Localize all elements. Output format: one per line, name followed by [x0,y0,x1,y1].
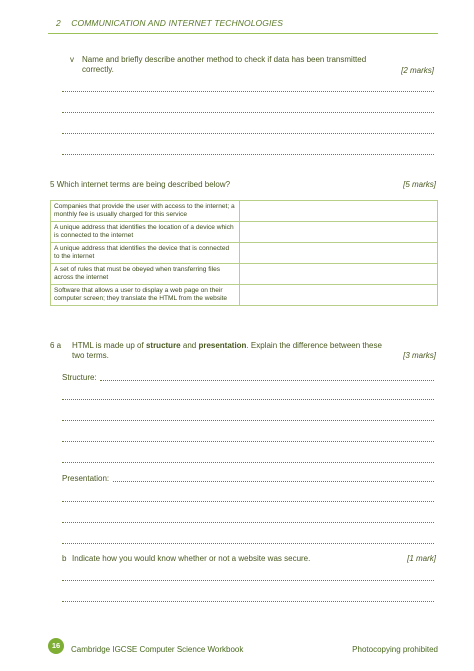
q4v-question [82,55,402,75]
q6b-answer-line-1[interactable] [62,580,434,581]
q4v-text-line2: correctly. [82,65,114,74]
q6b-marks: [1 mark] [407,554,436,563]
structure-answer-line-5[interactable] [62,462,434,463]
chapter-title: COMMUNICATION AND INTERNET TECHNOLOGIES [71,18,283,28]
q6a-text-pre: HTML is made up of [72,341,146,350]
term-answer-cell[interactable] [239,201,437,222]
q4v-answer-line-2[interactable] [62,112,434,113]
q6a-term-presentation: presentation [198,341,247,350]
book-title: Cambridge IGCSE Computer Science Workbook [71,645,244,654]
q6b-label: b [62,554,67,563]
q6a-marks: [3 marks] [403,351,436,360]
q6a-text-and: and [180,341,199,350]
term-description: Companies that provide the user with access to the internet; a monthly fee is usually charged for this service [51,201,240,222]
presentation-answer-line-2[interactable] [62,501,434,502]
term-answer-cell[interactable] [239,222,437,243]
q5-text: Which internet terms are being described below? [56,180,231,189]
term-answer-cell[interactable] [239,285,437,306]
structure-label: Structure: [62,373,97,382]
presentation-answer-line-4[interactable] [62,543,434,544]
structure-answer-line-2[interactable] [62,399,434,400]
header-rule [48,33,438,34]
terms-table [50,200,438,306]
q6b-answer-line-2[interactable] [62,601,434,602]
presentation-answer-line-1[interactable] [113,481,434,482]
q6a-question [72,341,402,361]
term-answer-cell[interactable] [239,264,437,285]
term-description: A set of rules that must be obeyed when transferring files across the internet [51,264,240,285]
table-row [51,264,438,285]
q4v-label: v [70,55,74,64]
q4v-answer-line-1[interactable] [62,91,434,92]
q4v-answer-line-3[interactable] [62,133,434,134]
table-row [51,201,438,222]
q6b-text: Indicate how you would know whether or not a website was secure. [72,554,311,563]
structure-answer-line-1[interactable] [100,380,434,381]
q6a-term-structure: structure [145,341,181,350]
q4v-marks: [2 marks] [401,66,434,75]
term-answer-cell[interactable] [239,243,437,264]
q4v-text-line1: Name and briefly describe another method to check if data has been transmitted [82,55,367,64]
term-description: A unique address that identifies the device that is connected to the internet [51,243,240,264]
term-description: Software that allows a user to display a web page on their computer screen; they translate the HTML from the website [51,285,240,306]
copyright-notice: Photocopying prohibited [352,645,438,654]
presentation-answer-line-3[interactable] [62,522,434,523]
q5-label: 5 [50,180,55,189]
q6a-text-line1 [72,341,402,351]
q6a-label: 6 a [50,341,62,350]
table-row [51,222,438,243]
q4v-answer-line-4[interactable] [62,154,434,155]
chapter-header [56,18,283,28]
page-number-badge: 16 [48,638,64,654]
structure-answer-line-4[interactable] [62,441,434,442]
q5-question [50,180,310,190]
presentation-label: Presentation: [62,474,110,483]
q5-marks: [5 marks] [403,180,436,189]
q6a-text-line2: two terms. [72,351,109,360]
table-row [51,243,438,264]
structure-answer-line-3[interactable] [62,420,434,421]
q6a-text-post: . Explain the difference between these [246,341,382,350]
chapter-number: 2 [56,18,61,28]
term-description: A unique address that identifies the location of a device which is connected to the internet [51,222,240,243]
table-row [51,285,438,306]
